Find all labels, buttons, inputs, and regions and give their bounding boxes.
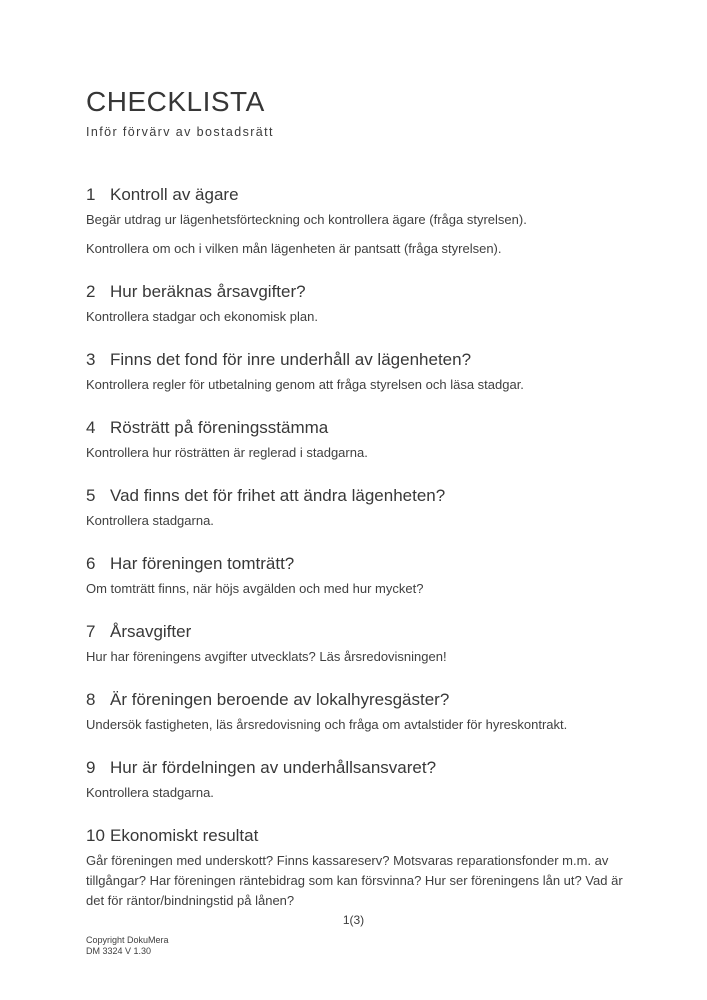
section-paragraph: Undersök fastigheten, läs årsredovisning och fråga om avtalstider för hyreskontrakt. bbox=[86, 717, 568, 732]
copyright-notice bbox=[86, 935, 169, 957]
checklist-section-4 bbox=[86, 417, 624, 463]
section-paragraph: Hur har föreningens avgifter utvecklats? Läs årsredovisningen! bbox=[86, 649, 447, 664]
section-number: 5 bbox=[86, 486, 96, 505]
checklist-section-6 bbox=[86, 553, 624, 599]
section-number: 4 bbox=[86, 418, 96, 437]
checklist-section-7 bbox=[86, 621, 624, 667]
document-content bbox=[86, 0, 624, 911]
page-number: 1(3) bbox=[342, 913, 365, 927]
checklist-section-5 bbox=[86, 485, 624, 531]
section-heading-text: Vad finns det för frihet att ändra lägenheten? bbox=[110, 486, 446, 505]
checklist-section-3 bbox=[86, 349, 624, 395]
section-heading bbox=[86, 349, 624, 371]
page-subtitle: Inför förvärv av bostadsrätt bbox=[86, 125, 274, 139]
section-paragraph: Kontrollera stadgarna. bbox=[86, 785, 214, 800]
section-paragraph: Kontrollera hur rösträtten är reglerad i stadgarna. bbox=[86, 445, 368, 460]
section-heading bbox=[86, 757, 624, 779]
section-heading-text: Ekonomiskt resultat bbox=[110, 826, 259, 845]
section-number: 9 bbox=[86, 758, 96, 777]
section-number: 2 bbox=[86, 282, 96, 301]
copyright-line-2: DM 3324 V 1.30 bbox=[86, 946, 152, 956]
copyright-line-1: Copyright DokuMera bbox=[86, 935, 169, 945]
section-heading bbox=[86, 689, 624, 711]
section-paragraph: Kontrollera stadgarna. bbox=[86, 513, 214, 528]
section-paragraph: Begär utdrag ur lägenhetsförteckning och kontrollera ägare (fråga styrelsen). bbox=[86, 212, 527, 227]
section-number: 7 bbox=[86, 622, 96, 641]
section-number: 3 bbox=[86, 350, 96, 369]
section-number: 6 bbox=[86, 554, 96, 573]
section-paragraph: Går föreningen med underskott? Finns kassareserv? Motsvaras reparationsfonder m.m. av tillgångar? Har föreningen räntebidrag som kan försvinna? Hur ser föreningens lån ut? Vad är det för räntor/bindningstid på lånen? bbox=[86, 853, 623, 908]
checklist-section-8 bbox=[86, 689, 624, 735]
section-heading bbox=[86, 621, 624, 643]
section-heading-text: Har föreningen tomträtt? bbox=[110, 554, 295, 573]
section-heading bbox=[86, 417, 624, 439]
section-heading-text: Hur beräknas årsavgifter? bbox=[110, 282, 306, 301]
section-heading-text: Finns det fond för inre underhåll av lägenheten? bbox=[110, 350, 472, 369]
section-heading bbox=[86, 553, 624, 575]
checklist-section-2 bbox=[86, 281, 624, 327]
section-number: 1 bbox=[86, 185, 96, 204]
checklist-section-9 bbox=[86, 757, 624, 803]
section-heading bbox=[86, 281, 624, 303]
checklist-section-10 bbox=[86, 825, 624, 911]
section-paragraph: Om tomträtt finns, när höjs avgälden och med hur mycket? bbox=[86, 581, 424, 596]
section-number: 8 bbox=[86, 690, 96, 709]
section-heading bbox=[86, 825, 624, 847]
section-heading-text: Kontroll av ägare bbox=[110, 185, 239, 204]
section-paragraph: Kontrollera om och i vilken mån lägenheten är pantsatt (fråga styrelsen). bbox=[86, 241, 502, 256]
section-heading-text: Hur är fördelningen av underhållsansvaret? bbox=[110, 758, 437, 777]
section-heading bbox=[86, 184, 624, 206]
section-number: 10 bbox=[86, 826, 105, 845]
section-paragraph: Kontrollera stadgar och ekonomisk plan. bbox=[86, 309, 318, 324]
section-heading-text: Årsavgifter bbox=[110, 622, 192, 641]
section-heading bbox=[86, 485, 624, 507]
checklist-section-1 bbox=[86, 184, 624, 259]
page-title: CHECKLISTA bbox=[86, 86, 265, 117]
section-heading-text: Är föreningen beroende av lokalhyresgäster? bbox=[110, 690, 450, 709]
section-heading-text: Rösträtt på föreningsstämma bbox=[110, 418, 329, 437]
section-paragraph: Kontrollera regler för utbetalning genom att fråga styrelsen och läsa stadgar. bbox=[86, 377, 524, 392]
